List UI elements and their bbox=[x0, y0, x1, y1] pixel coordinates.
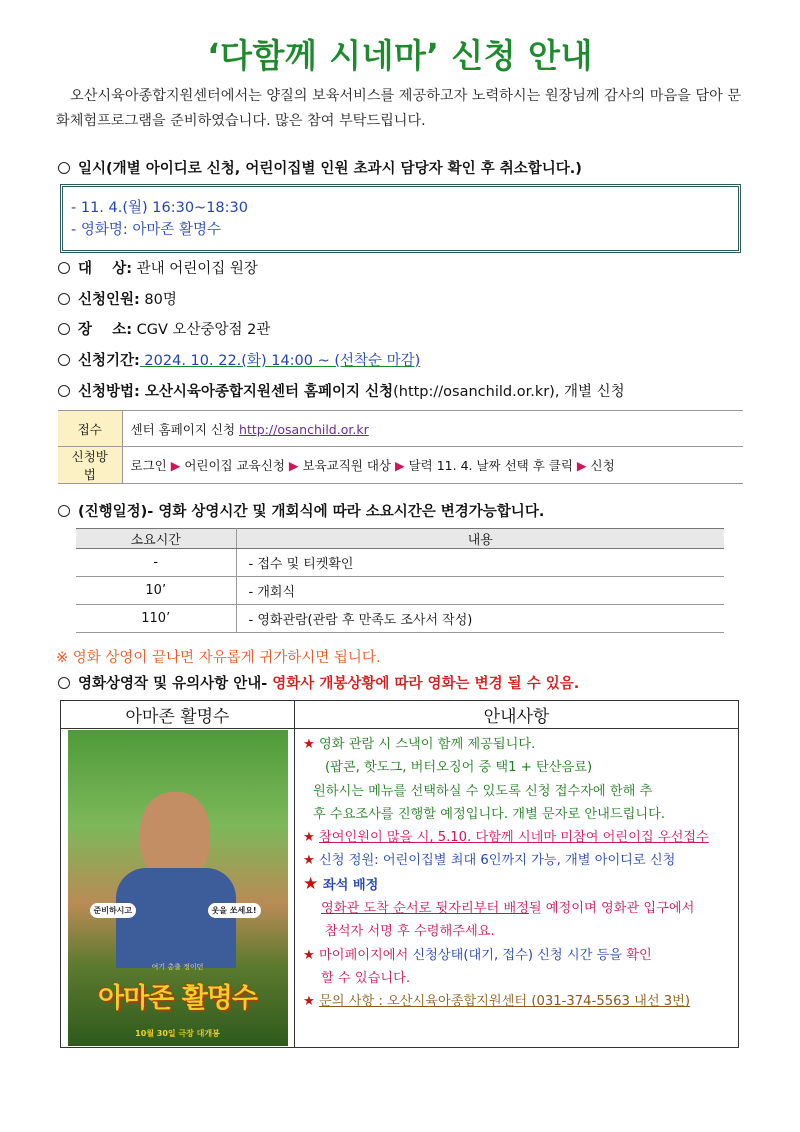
method-steps: 로그인 ▶ 어린이집 교육신청 ▶ 보육교직원 대상 ▶ 달력 11. 4. 날짜 선택 후 클릭 ▶ 신청 bbox=[122, 447, 743, 484]
star-icon: ★ bbox=[303, 873, 319, 894]
detail-count: 신청인원: 80명 bbox=[58, 288, 177, 309]
col-header-content: 내용 bbox=[236, 529, 724, 549]
poster-date: 10월 30일 극장 대개봉 bbox=[135, 1029, 220, 1038]
circle-bullet-icon bbox=[58, 162, 70, 174]
detail-method: 신청방법: 오산시육아종합지원센터 홈페이지 신청(http://osanchild.or.kr), 개별 신청 bbox=[58, 380, 625, 401]
schedule-movie: - 영화명: 아마존 활명수 bbox=[71, 222, 222, 238]
schedule-box bbox=[60, 184, 741, 253]
poster-bubble: 웃을 쏘세요! bbox=[208, 903, 261, 918]
col-header-guide: 안내사항 bbox=[295, 701, 739, 729]
movie-heading: 영화상영작 및 유의사항 안내- 영화사 개봉상황에 따라 영화는 변경 될 수 있음. bbox=[58, 672, 579, 693]
arrow-right-icon: ▶ bbox=[288, 458, 299, 473]
table-row: - - 접수 및 티켓확인 bbox=[76, 549, 724, 577]
arrow-right-icon: ▶ bbox=[576, 458, 587, 473]
star-icon: ★ bbox=[303, 853, 315, 869]
apply-table bbox=[58, 410, 743, 484]
poster-cell bbox=[61, 729, 295, 1048]
table-row: 10’ - 개회식 bbox=[76, 577, 724, 605]
star-icon: ★ bbox=[303, 947, 315, 963]
schedule-date: - 11. 4.(월) 16:30~18:30 bbox=[71, 200, 248, 216]
circle-bullet-icon bbox=[58, 385, 70, 397]
actor-face bbox=[140, 792, 210, 878]
guide-cell: ★ 영화 관람 시 스낵이 함께 제공됩니다. (팝콘, 핫도그, 버터오징어 중 택1 + 탄산음료) 원하시는 메뉴를 선택하실 수 있도록 신청 접수자에 한해 추 후 수요조사를 진행할 예정입니다. 개별 문자로 안내드립니다. ★ 참여인원이 많을 시, 5.10. 다함께 시네마 미참여 어린이집 우선접수 ★ 신청 정원: 어린이집별 최대 6인까지 가능, 개별 아이디로 신청 ★ 좌석 배정 영화관 도착 순서로 뒷자리부터 배정될 예정이며 영화관 입구에서 참석자 서명 후 수령해주세요. ★ 마이페이지에서 신청상태(대기, 접수) 신청 시간 등을 확인 할 수 있습니다. ★ 문의 사항 : 오산시육아종합지원센터 (031-374-5563 내선 3번) bbox=[303, 737, 709, 1010]
detail-target: 대 상: 관내 어린이집 원장 bbox=[58, 257, 258, 278]
circle-bullet-icon bbox=[58, 505, 70, 517]
circle-bullet-icon bbox=[58, 354, 70, 366]
homepage-link[interactable]: http://osanchild.or.kr bbox=[239, 421, 369, 437]
arrow-right-icon: ▶ bbox=[170, 458, 181, 473]
poster-title: 아마존 활명수 bbox=[98, 983, 257, 1014]
table-row: 110’ - 영화관람(관람 후 만족도 조사서 작성) bbox=[76, 605, 724, 633]
return-note: ※ 영화 상영이 끝나면 자유롭게 귀가하시면 됩니다. bbox=[56, 650, 381, 666]
poster-bubble: 준비하시고 bbox=[90, 903, 137, 918]
star-icon: ★ bbox=[303, 737, 315, 752]
detail-place: 장 소: CGV 오산중앙점 2관 bbox=[58, 318, 270, 339]
movie-table bbox=[60, 700, 739, 1048]
circle-bullet-icon bbox=[58, 293, 70, 305]
progress-heading: (진행일정)- 영화 상영시간 및 개회식에 따라 소요시간은 변경가능합니다. bbox=[58, 500, 544, 521]
col-header-time: 소요시간 bbox=[76, 529, 236, 549]
movie-poster-image bbox=[68, 730, 288, 1046]
star-icon: ★ bbox=[303, 994, 315, 1010]
col-header-movie: 아마존 활명수 bbox=[61, 701, 295, 729]
page-title: ‘다함께 시네마’ 신청 안내 bbox=[207, 36, 593, 75]
arrow-right-icon: ▶ bbox=[394, 458, 405, 473]
progress-table bbox=[76, 528, 724, 633]
method-label: 신청방법 bbox=[58, 447, 122, 484]
actor-body bbox=[116, 868, 236, 968]
apply-cell: 센터 홈페이지 신청 http://osanchild.or.kr bbox=[122, 411, 743, 447]
intro-paragraph: 오산시육아종합지원센터에서는 양질의 보육서비스를 제공하고자 노력하시는 원장님께 감사의 마음을 담아 문화체험프로그램을 준비하였습니다. 많은 참여 부탁드립니다. bbox=[56, 88, 742, 129]
schedule-heading: 일시(개별 아이디로 신청, 어린이집별 인원 초과시 담당자 확인 후 취소합니다.) bbox=[58, 157, 582, 178]
detail-period: 신청기간: 2024. 10. 22.(화) 14:00 ~ (선착순 마감) bbox=[58, 349, 420, 370]
poster-subtitle: 여기 총출 정이던 bbox=[151, 963, 204, 971]
circle-bullet-icon bbox=[58, 262, 70, 274]
star-icon: ★ bbox=[303, 830, 315, 846]
circle-bullet-icon bbox=[58, 677, 70, 689]
apply-label: 접수 bbox=[58, 411, 122, 447]
circle-bullet-icon bbox=[58, 323, 70, 335]
